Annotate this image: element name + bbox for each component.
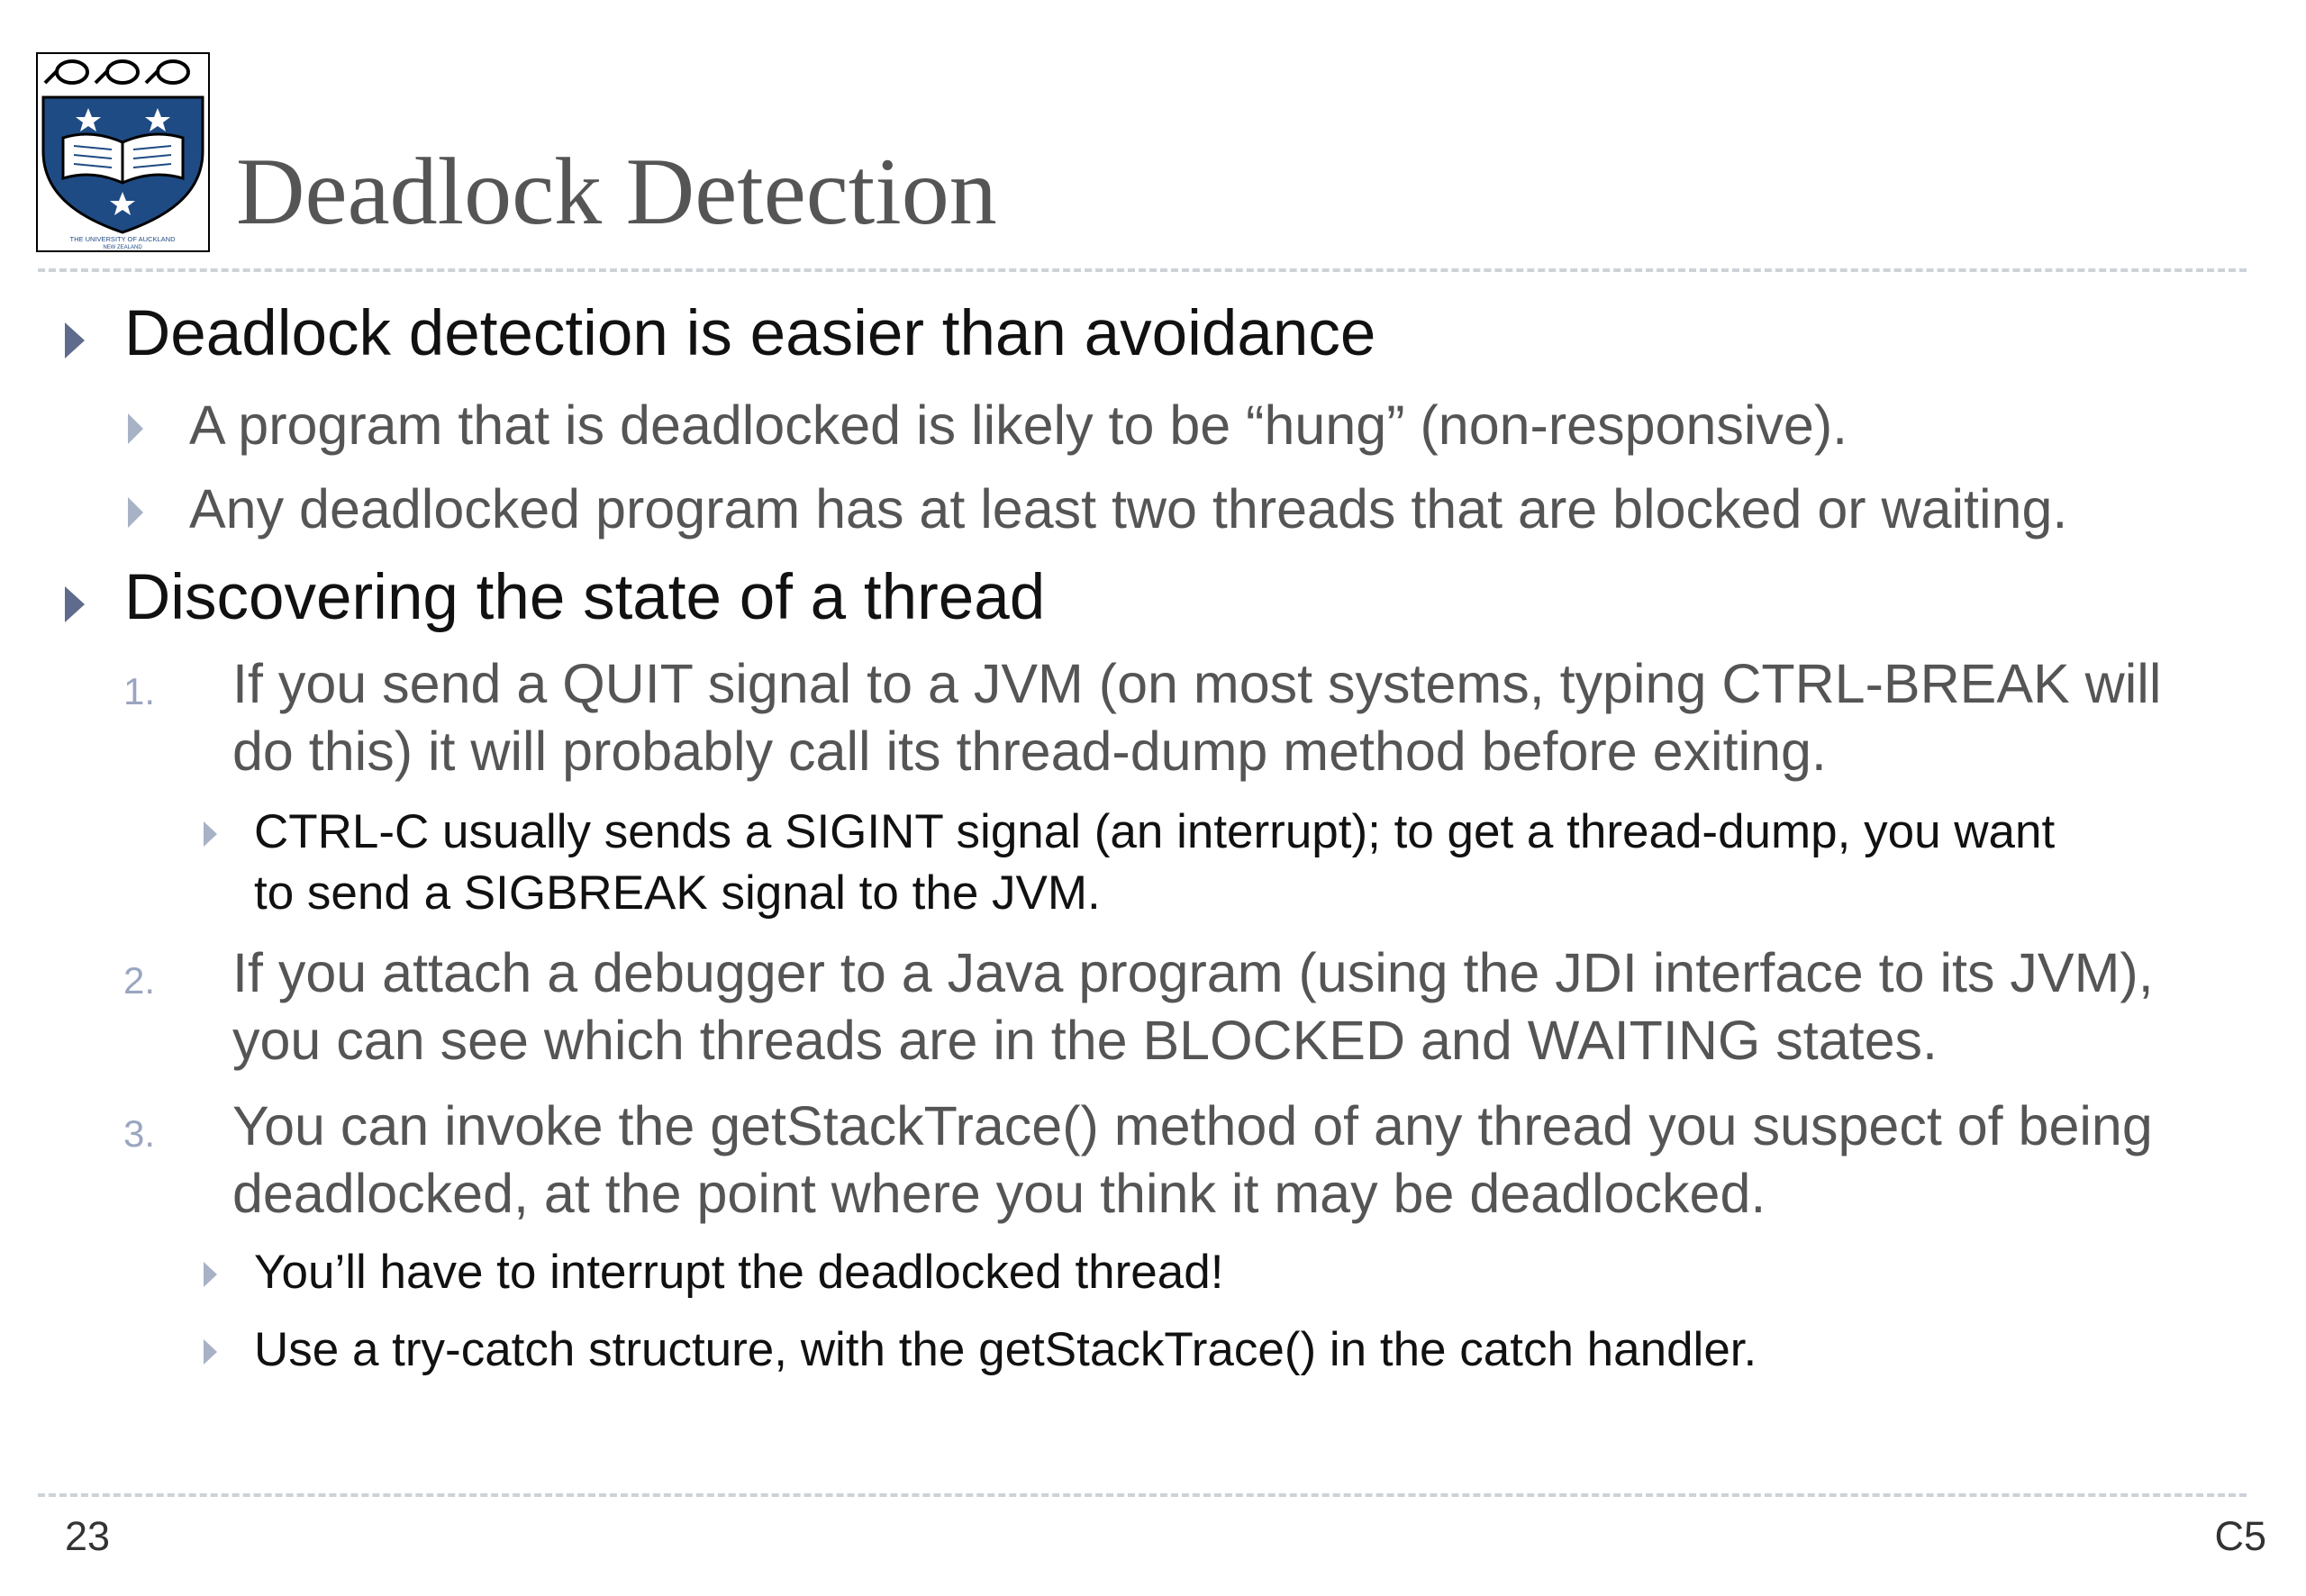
- crest-caption-line2: NEW ZEALAND: [103, 245, 142, 250]
- university-crest-icon: [36, 52, 210, 252]
- bullet-text: Deadlock detection is easier than avoidance: [124, 298, 1376, 369]
- bullet-triangle-icon: [65, 586, 85, 622]
- bullet-text: Discovering the state of a thread: [124, 562, 1046, 633]
- sub-bullet-text: A program that is deadlocked is likely to be “hung” (non-responsive).: [189, 394, 1848, 456]
- sub-bullet-text: Any deadlocked program has at least two threads that are blocked or waiting.: [189, 478, 2068, 540]
- sub-sub-bullet-line: CTRL-C usually sends a SIGINT signal (an interrupt); to get a thread-dump, you want: [254, 805, 2056, 858]
- sub-sub-bullet-line: to send a SIGBREAK signal to the JVM.: [254, 866, 1101, 920]
- page-number: 23: [65, 1513, 111, 1559]
- item-number: 3.: [123, 1112, 156, 1155]
- course-code: C5: [2214, 1513, 2266, 1559]
- bullet-triangle-icon: [204, 1262, 217, 1287]
- bullet-triangle-icon: [128, 413, 143, 444]
- bullet-triangle-icon: [204, 821, 217, 847]
- sub-sub-bullet-line: Use a try-catch structure, with the getStackTrace() in the catch handler.: [254, 1323, 1757, 1376]
- slide-title: Deadlock Detection: [236, 139, 997, 244]
- bullet-triangle-icon: [128, 497, 143, 528]
- item-number: 2.: [123, 959, 156, 1002]
- book-icon: [63, 134, 183, 183]
- numbered-line: If you send a QUIT signal to a JVM (on most systems, typing CTRL-BREAK will: [232, 653, 2162, 714]
- numbered-line: you can see which threads are in the BLOCKED and WAITING states.: [232, 1010, 1938, 1071]
- numbered-line: do this) it will probably call its thread-dump method before exiting.: [232, 721, 1827, 782]
- numbered-line: You can invoke the getStackTrace() method of any thread you suspect of being: [232, 1095, 2153, 1156]
- sub-sub-bullet-line: You’ll have to interrupt the deadlocked thread!: [254, 1246, 1224, 1299]
- numbered-line: If you attach a debugger to a Java program (using the JDI interface to its JVM),: [232, 942, 2154, 1003]
- bullet-triangle-icon: [204, 1339, 217, 1365]
- header-divider: [38, 268, 2247, 272]
- bullet-triangle-icon: [65, 322, 85, 358]
- item-number: 1.: [123, 670, 156, 712]
- footer-divider: [38, 1493, 2247, 1497]
- crest-caption-line1: THE UNIVERSITY OF AUCKLAND: [69, 235, 176, 243]
- numbered-line: deadlocked, at the point where you think it may be deadlocked.: [232, 1163, 1766, 1224]
